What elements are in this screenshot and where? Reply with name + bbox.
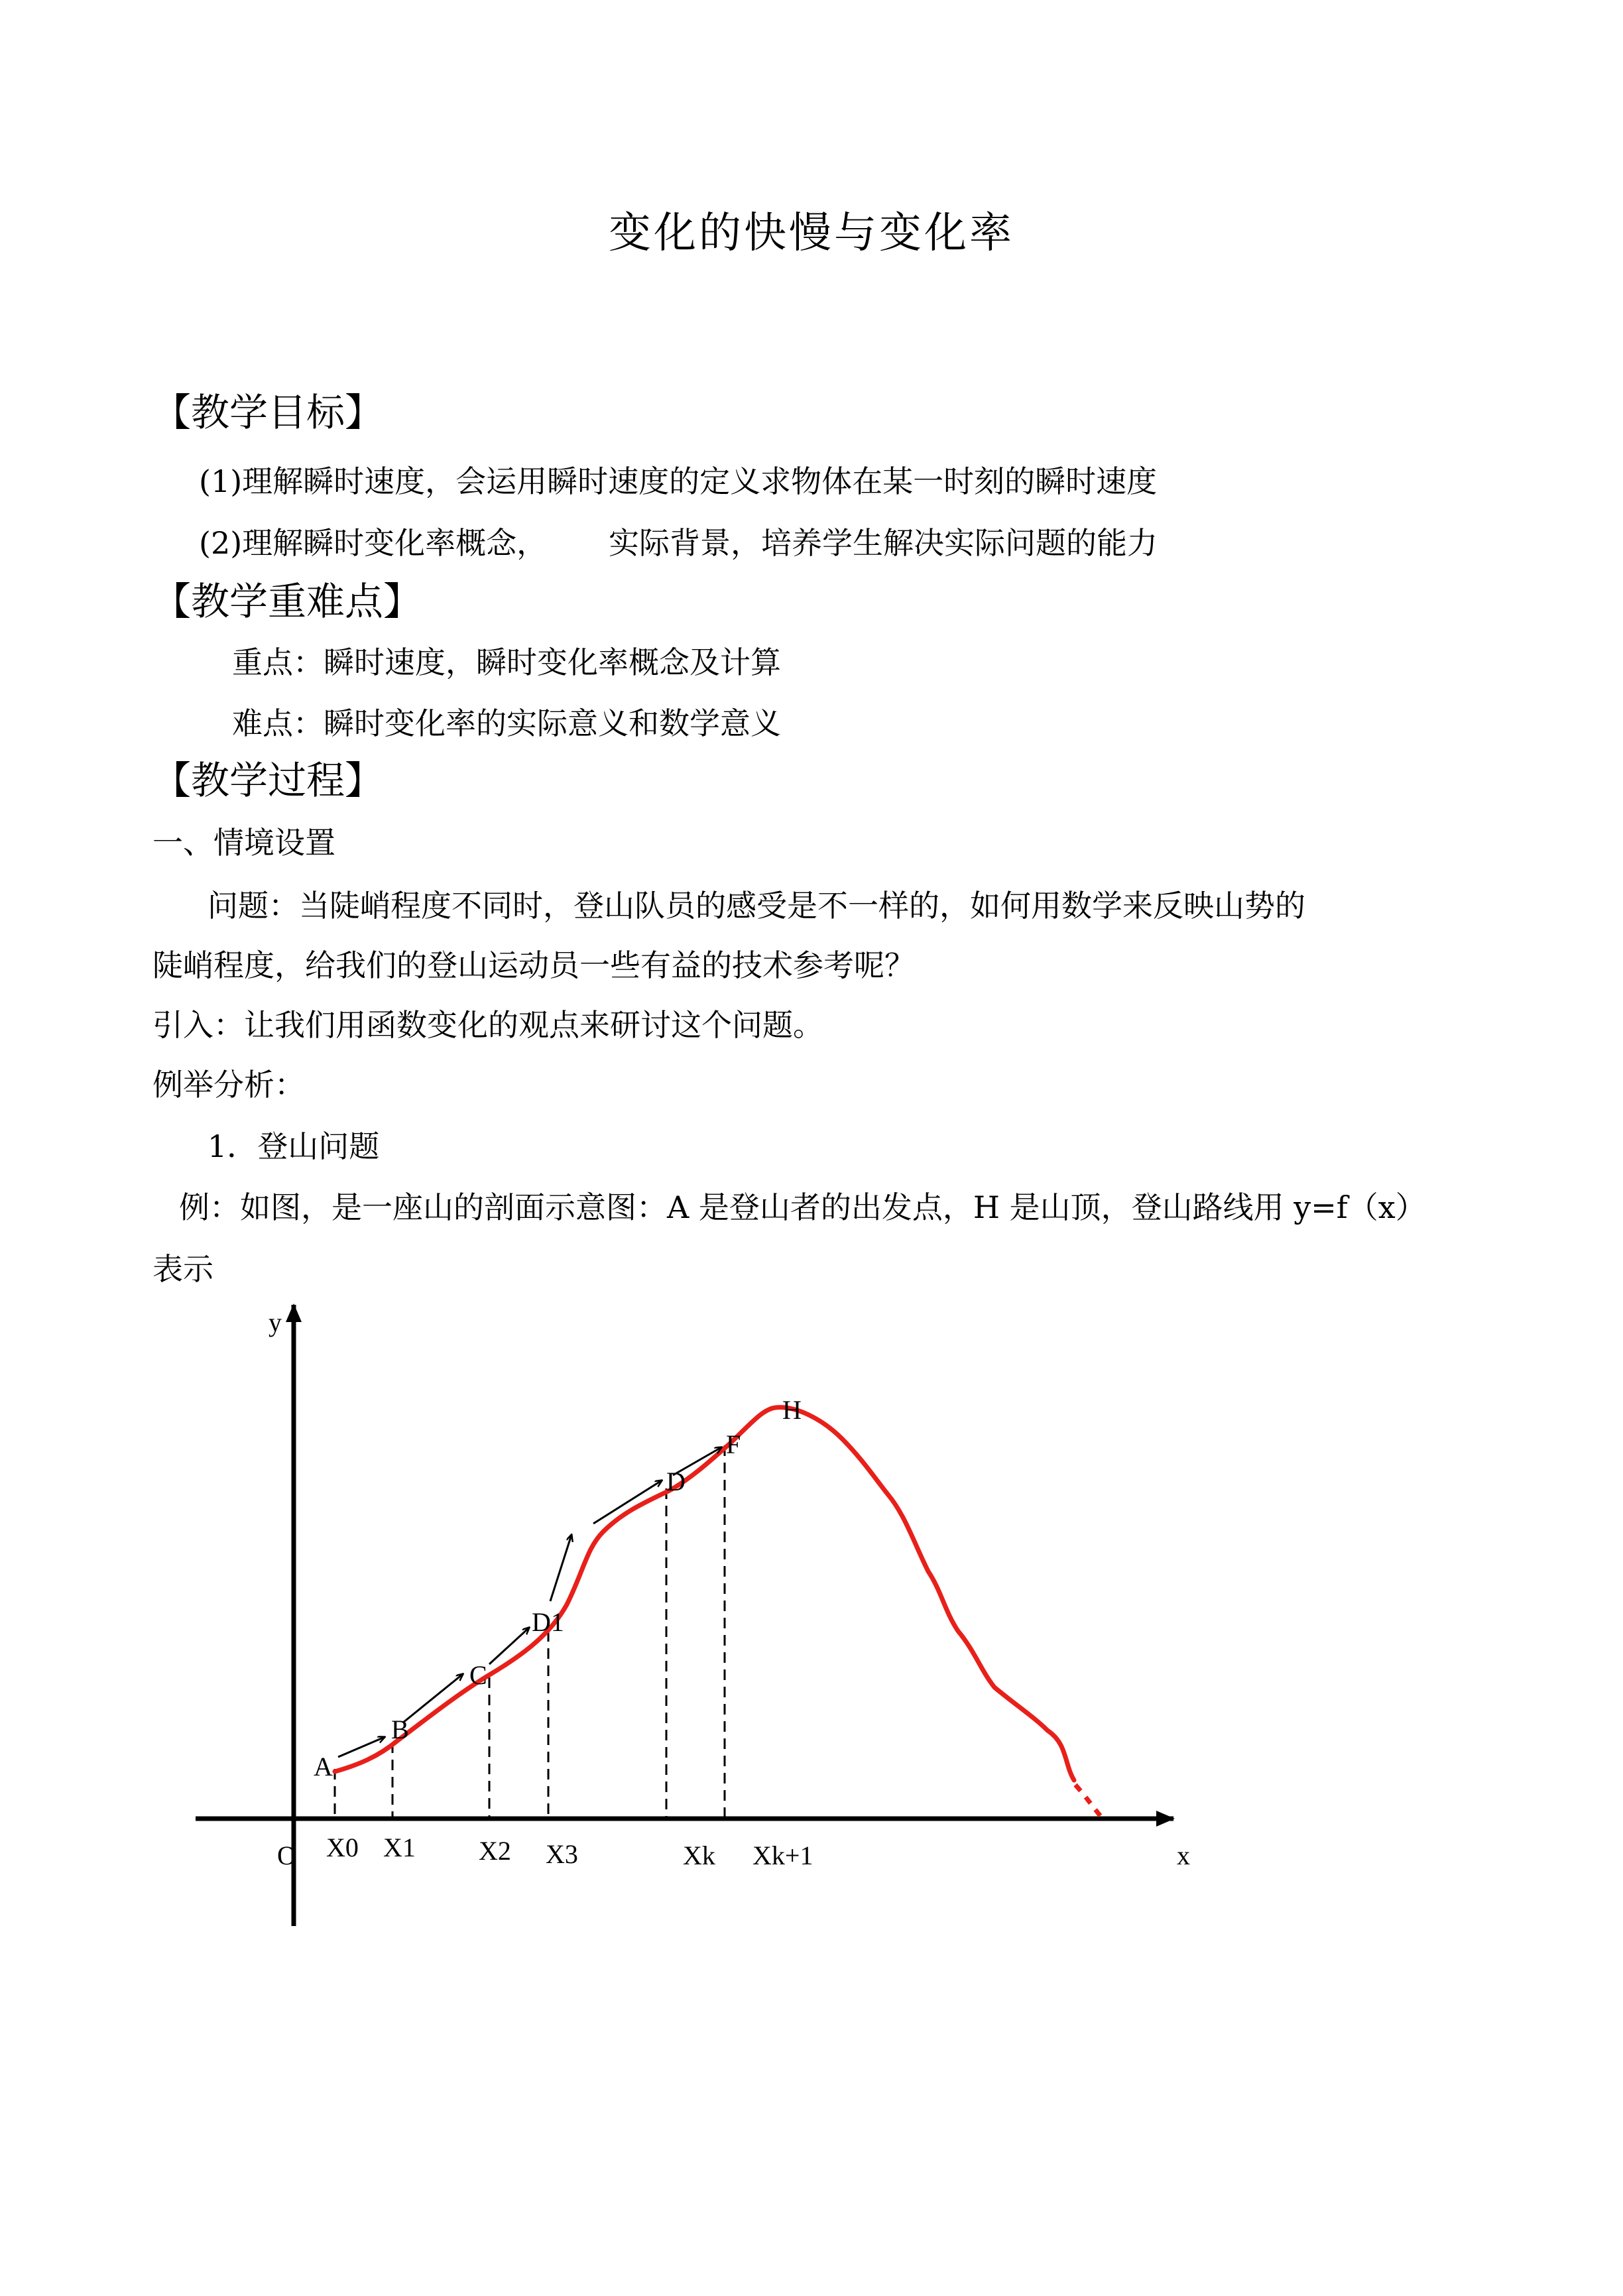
arrow-to-d: [593, 1480, 662, 1524]
point-label-b: B: [391, 1715, 409, 1744]
tick-label-xk1: Xk+1: [752, 1841, 813, 1870]
objectives-heading: 【教学目标】: [152, 390, 384, 435]
question-line-2: 陡峭程度，给我们的登山运动员一些有益的技术参考呢？: [152, 947, 915, 983]
key-point: 重点：瞬时速度，瞬时变化率概念及计算: [232, 644, 781, 680]
dashed-guides: [335, 1445, 725, 1819]
objective-1: (1)理解瞬时速度，会运用瞬时速度的定义求物体在某一时刻的瞬时速度: [199, 463, 1158, 499]
y-axis-label: y: [269, 1307, 282, 1337]
tick-label-x2: X2: [479, 1836, 511, 1866]
tick-label-x3: X3: [546, 1839, 578, 1869]
tick-label-xk: Xk: [683, 1841, 715, 1870]
arrow-c-d1: [489, 1628, 529, 1664]
page-title: 变化的快慢与变化率: [609, 209, 1014, 258]
key-difficult-heading: 【教学重难点】: [152, 579, 422, 624]
point-label-d1: D1: [532, 1607, 564, 1637]
part-one-heading: 一、情境设置: [152, 825, 335, 861]
x-axis-label: x: [1177, 1841, 1190, 1870]
mountain-curve: [335, 1408, 1074, 1780]
origin-label: O: [277, 1841, 296, 1870]
intro-line: 引入：让我们用函数变化的观点来研讨这个问题。: [152, 1007, 823, 1043]
difficult-point: 难点：瞬时变化率的实际意义和数学意义: [232, 705, 781, 741]
item-1-heading: 1．登山问题: [208, 1128, 380, 1164]
point-label-d: D: [666, 1467, 686, 1496]
objective-2b: 实际背景，培养学生解决实际问题的能力: [609, 525, 1158, 561]
example-line-2: 表示: [152, 1251, 213, 1287]
example-line-1: 例：如图，是一座山的剖面示意图：A 是登山者的出发点，H 是山顶，登山路线用 y=f（x）: [179, 1189, 1426, 1225]
examples-line: 例举分析：: [152, 1067, 305, 1103]
tick-label-x1: X1: [383, 1833, 416, 1862]
point-label-h: H: [782, 1395, 802, 1425]
point-label-c: C: [469, 1660, 487, 1690]
tick-label-x0: X0: [326, 1833, 359, 1862]
arrow-d1-up: [550, 1535, 571, 1601]
point-label-a: A: [314, 1752, 333, 1782]
mountain-curve-dashed-end: [1075, 1785, 1104, 1820]
question-line-1: 问题：当陡峭程度不同时，登山队员的感受是不一样的，如何用数学来反映山势的: [208, 888, 1305, 924]
point-label-f: F: [726, 1429, 741, 1459]
process-heading: 【教学过程】: [152, 758, 384, 803]
objective-2a: (2)理解瞬时变化率概念，: [199, 525, 548, 561]
